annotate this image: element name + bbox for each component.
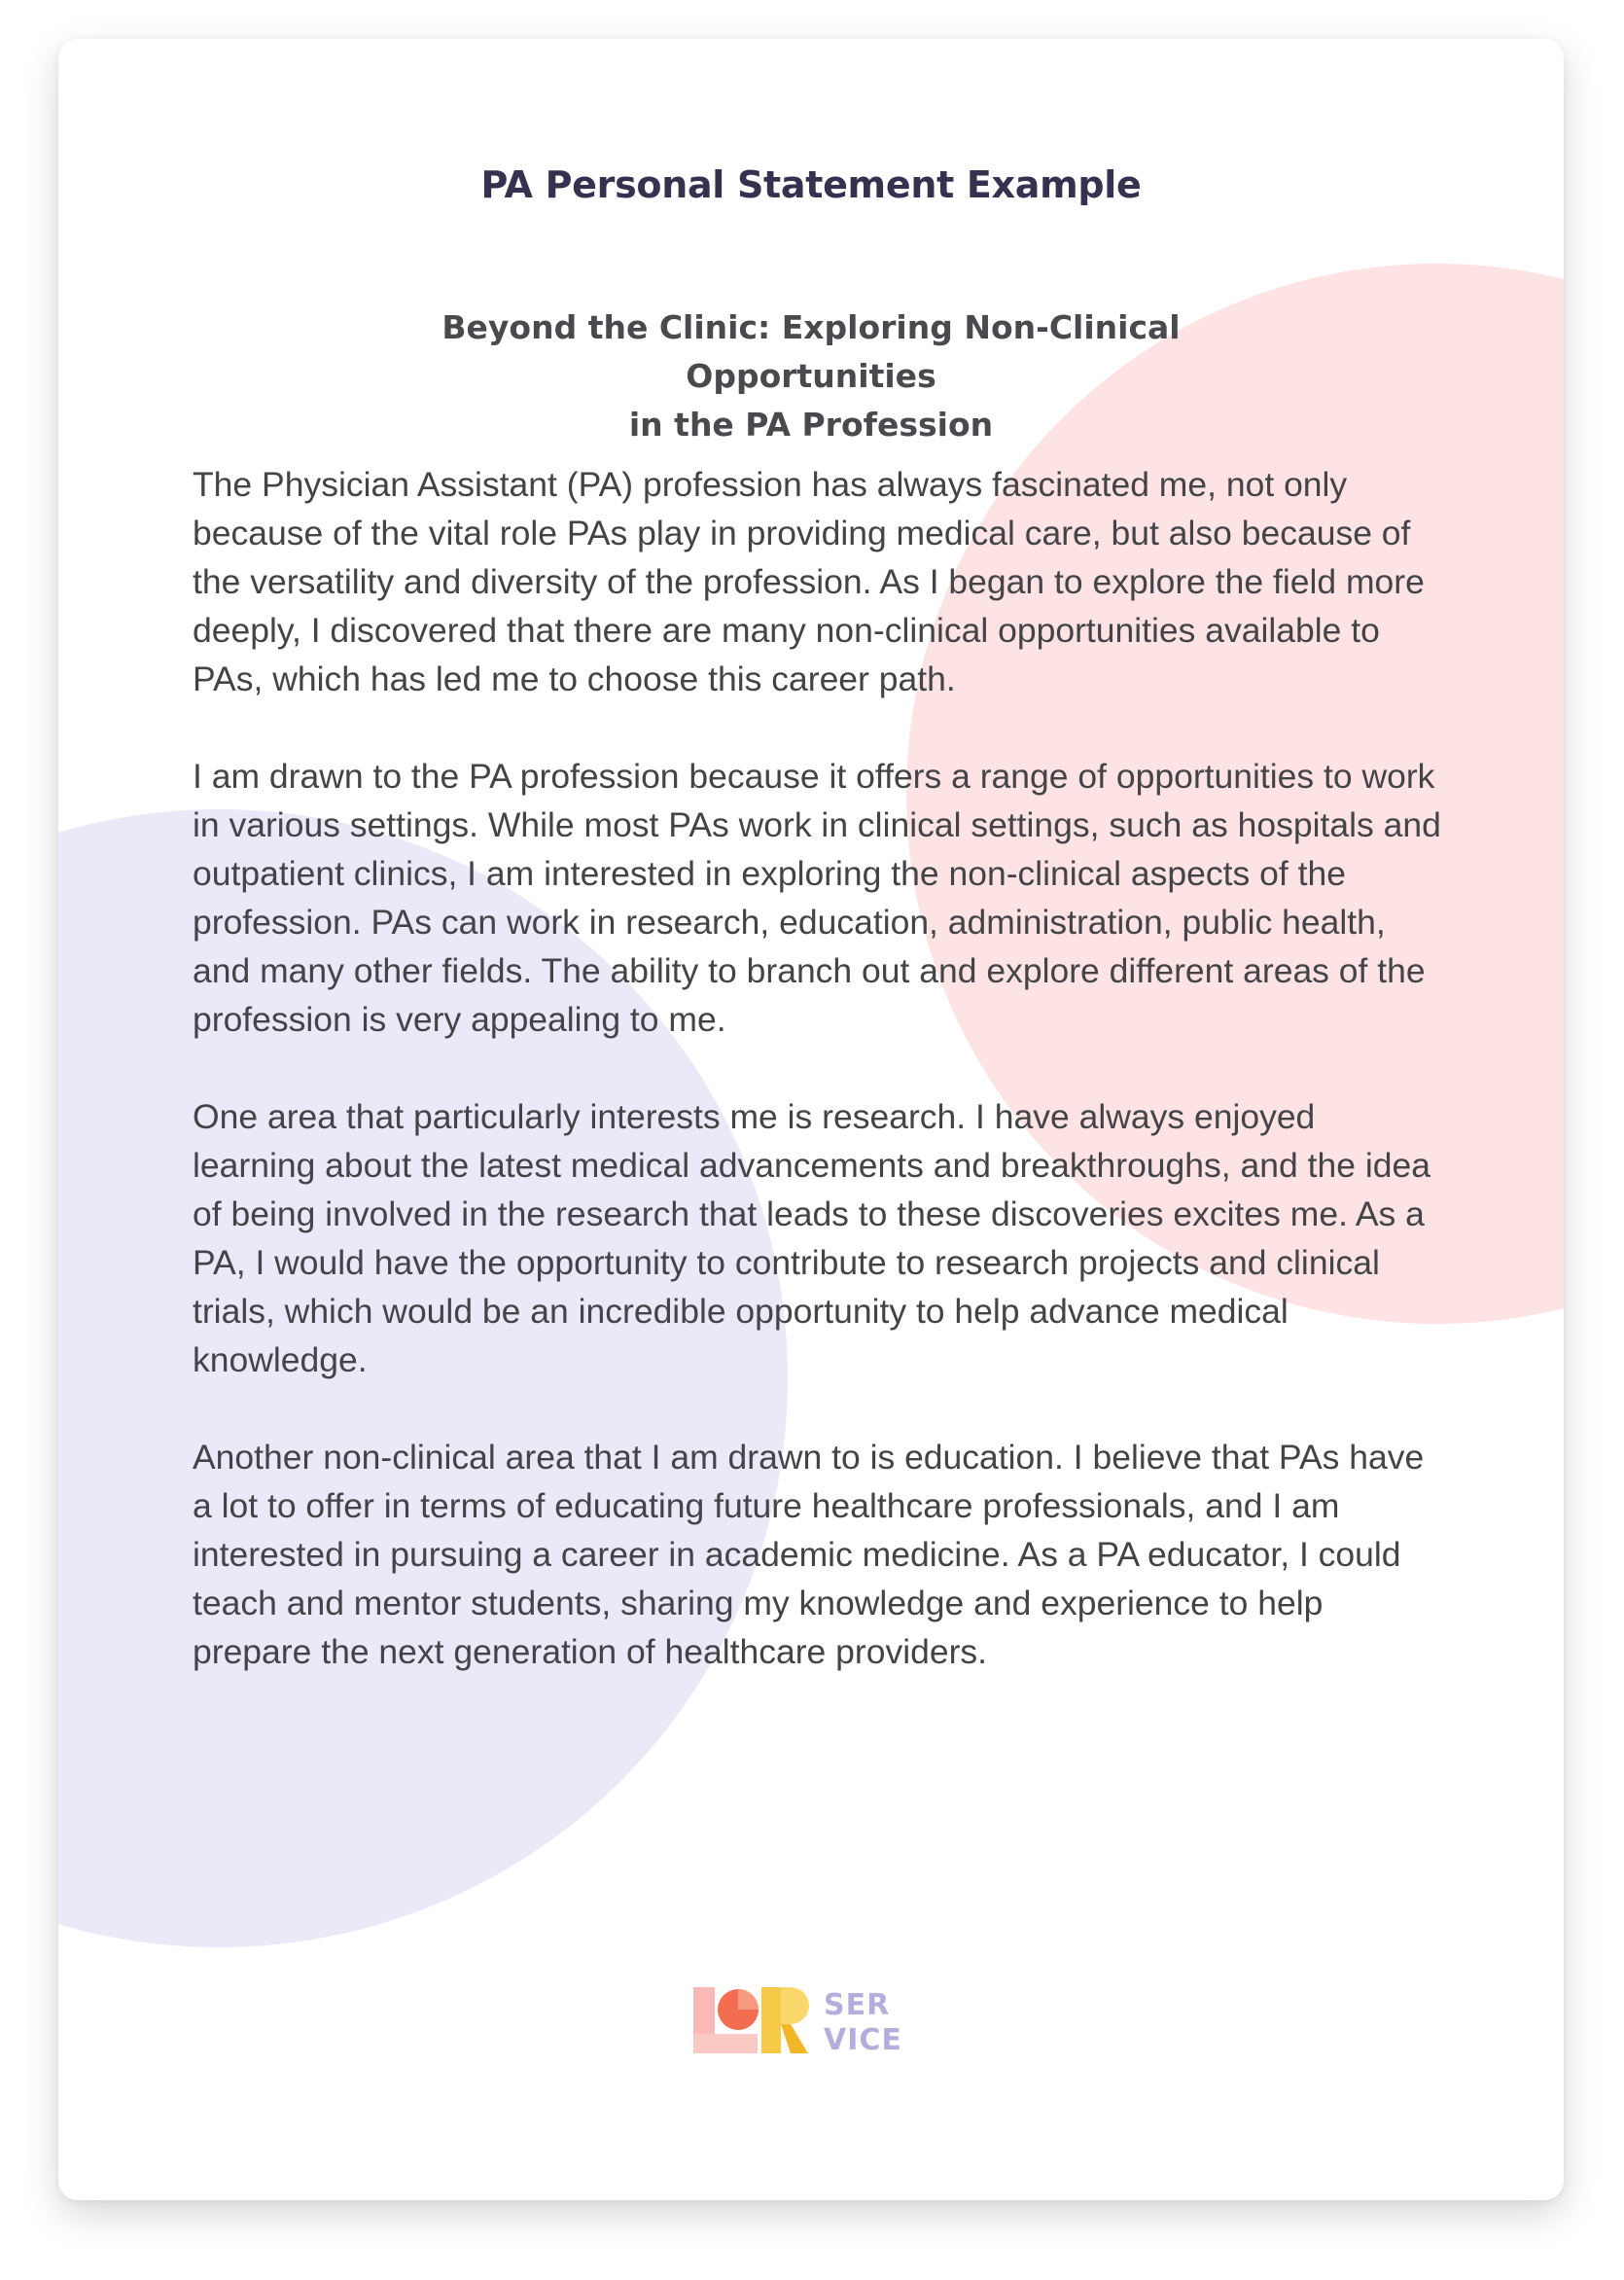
essay-subtitle-line-2: in the PA Profession	[628, 406, 994, 444]
essay-body	[193, 460, 1447, 1725]
document-page	[58, 39, 1564, 2200]
logo-r-stem	[761, 1987, 781, 2053]
logo-l-base	[693, 2034, 758, 2053]
logo-r-leg	[781, 2024, 808, 2053]
lor-service-logo	[693, 1983, 927, 2057]
logo-o-quarter	[738, 1989, 759, 2010]
logo-text-line-1: SER	[824, 1988, 891, 2022]
essay-subtitle	[325, 303, 1297, 449]
paragraph-3: One area that particularly interests me is research. I have always enjoyed learning about the latest medical advancements and breakthroughs, and the idea of being involved in the research that leads to these discoveries excites me. As a PA, I would have the opportunity to contribute to research projects and clinical trials, which would be an incredible opportunity to help advance medical knowledge.	[193, 1097, 1430, 1379]
paragraph-1: The Physician Assistant (PA) profession has always fascinated me, not only because of the vital role PAs play in providing medical care, but also because of the versatility and diversity of the profession. As I began to explore the field more deeply, I discovered that there are many non-clinical opportunities available to PAs, which has led me to choose this career path.	[193, 465, 1425, 698]
paragraph-2: I am drawn to the PA profession because it offers a range of opportunities to work in various settings. While most PAs work in clinical settings, such as hospitals and outpatient clinics, I am interested in exploring the non-clinical aspects of the profession. PAs can work in research, education, administration, public health, and many other fields. The ability to branch out and explore different areas of the profession is very appealing to me.	[193, 757, 1441, 1039]
essay-subtitle-line-1: Beyond the Clinic: Exploring Non-Clinical Opportunities	[441, 308, 1181, 395]
page-title: PA Personal Statement Example	[480, 163, 1142, 206]
logo-r-bowl	[781, 1987, 809, 2024]
logo-text-line-2: VICE	[824, 2023, 902, 2057]
paragraph-4: Another non-clinical area that I am drawn to is education. I believe that PAs have a lot to offer in terms of educating future healthcare professionals, and I am interested in pursuing a career in academic medicine. As a PA educator, I could teach and mentor students, sharing my knowledge and experience to help prepare the next generation of healthcare providers.	[193, 1438, 1425, 1671]
